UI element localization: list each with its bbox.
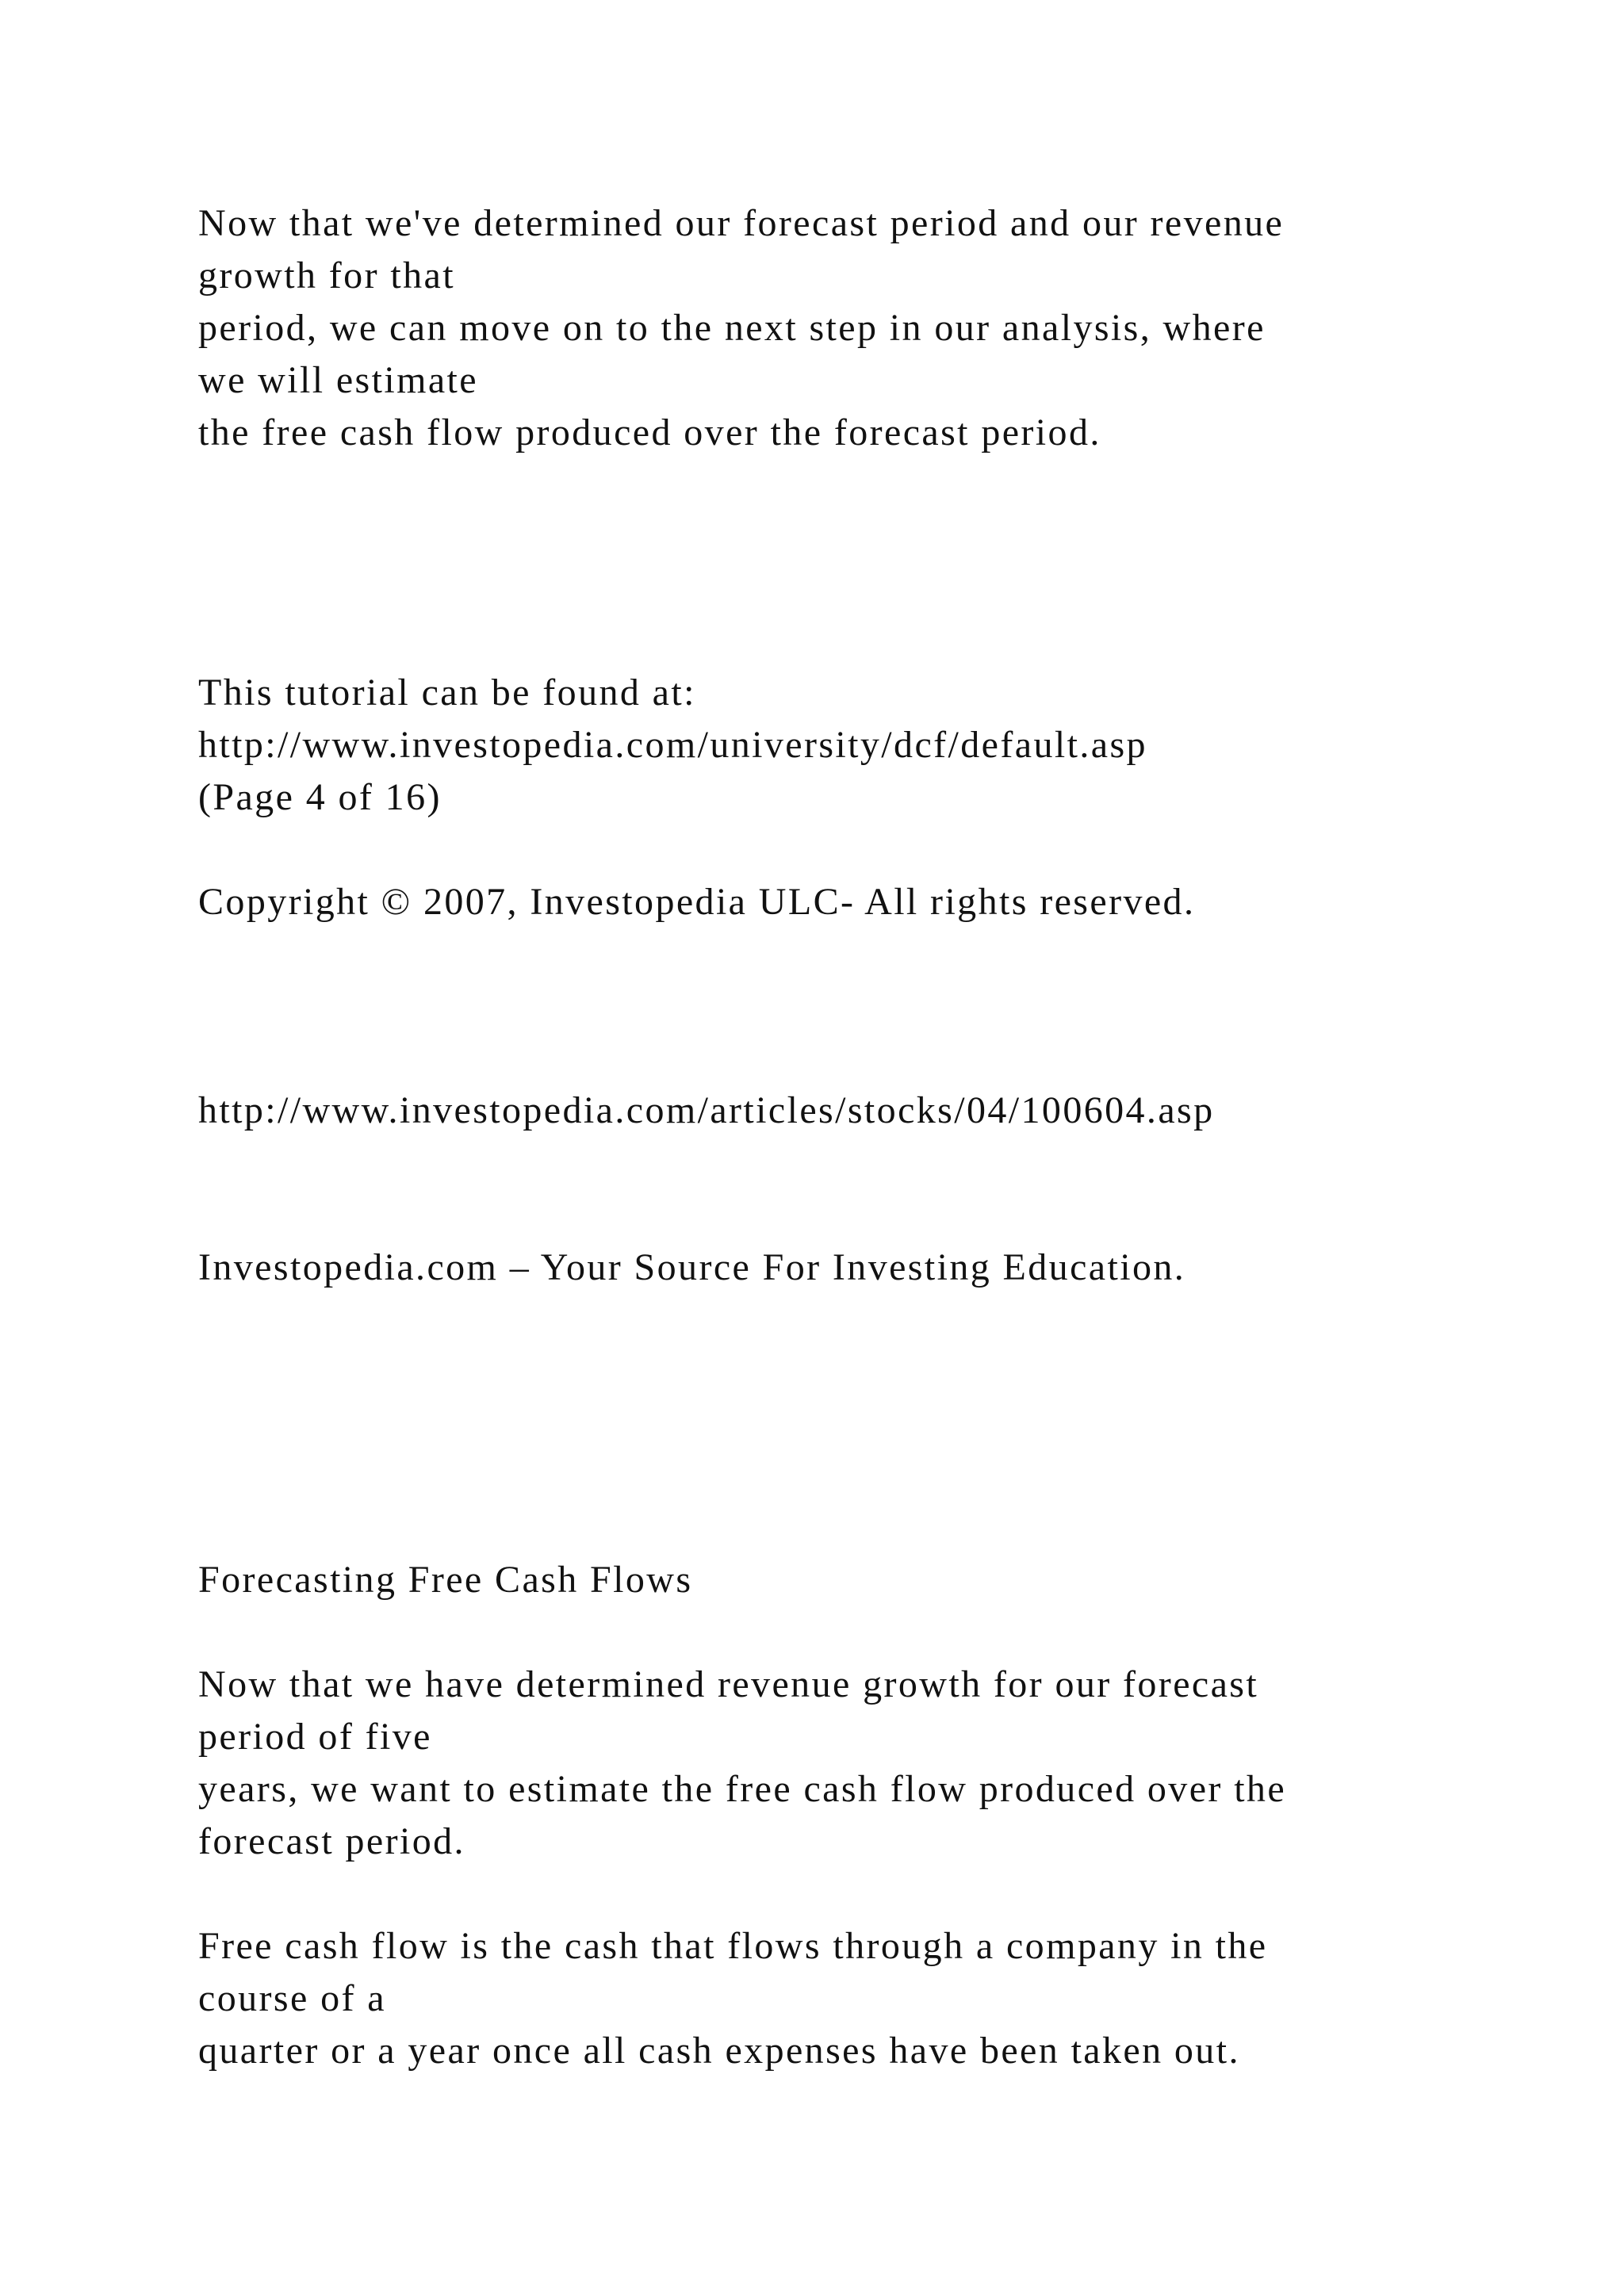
para1-line-2: period of five: [198, 1716, 432, 1758]
intro-line-1: Now that we've determined our forecast period and our revenue: [198, 202, 1285, 244]
intro-line-3: period, we can move on to the next step in our analysis, where: [198, 307, 1266, 349]
tutorial-line: This tutorial can be found at:: [198, 672, 696, 714]
tagline: Investopedia.com – Your Source For Investing Education.: [198, 1246, 1186, 1288]
section-heading: Forecasting Free Cash Flows: [198, 1559, 693, 1601]
intro-line-5: the free cash flow produced over the forecast period.: [198, 411, 1101, 453]
para1-line-1: Now that we have determined revenue growth for our forecast: [198, 1663, 1259, 1705]
intro-line-4: we will estimate: [198, 359, 478, 401]
para2-line-1: Free cash flow is the cash that flows through a company in the: [198, 1925, 1268, 1967]
page-info: (Page 4 of 16): [198, 776, 442, 818]
para2-line-2: course of a: [198, 1977, 386, 2019]
para2-line-3: quarter or a year once all cash expenses have been taken out.: [198, 2030, 1240, 2072]
para1-line-4: forecast period.: [198, 1820, 465, 1862]
para1-line-3: years, we want to estimate the free cash flow produced over the: [198, 1768, 1287, 1810]
article-url: http://www.investopedia.com/articles/stocks/04/100604.asp: [198, 1089, 1215, 1131]
intro-line-2: growth for that: [198, 254, 455, 297]
copyright-notice: Copyright © 2007, Investopedia ULC- All rights reserved.: [198, 881, 1196, 923]
tutorial-url: http://www.investopedia.com/university/dcf/default.asp: [198, 724, 1147, 766]
